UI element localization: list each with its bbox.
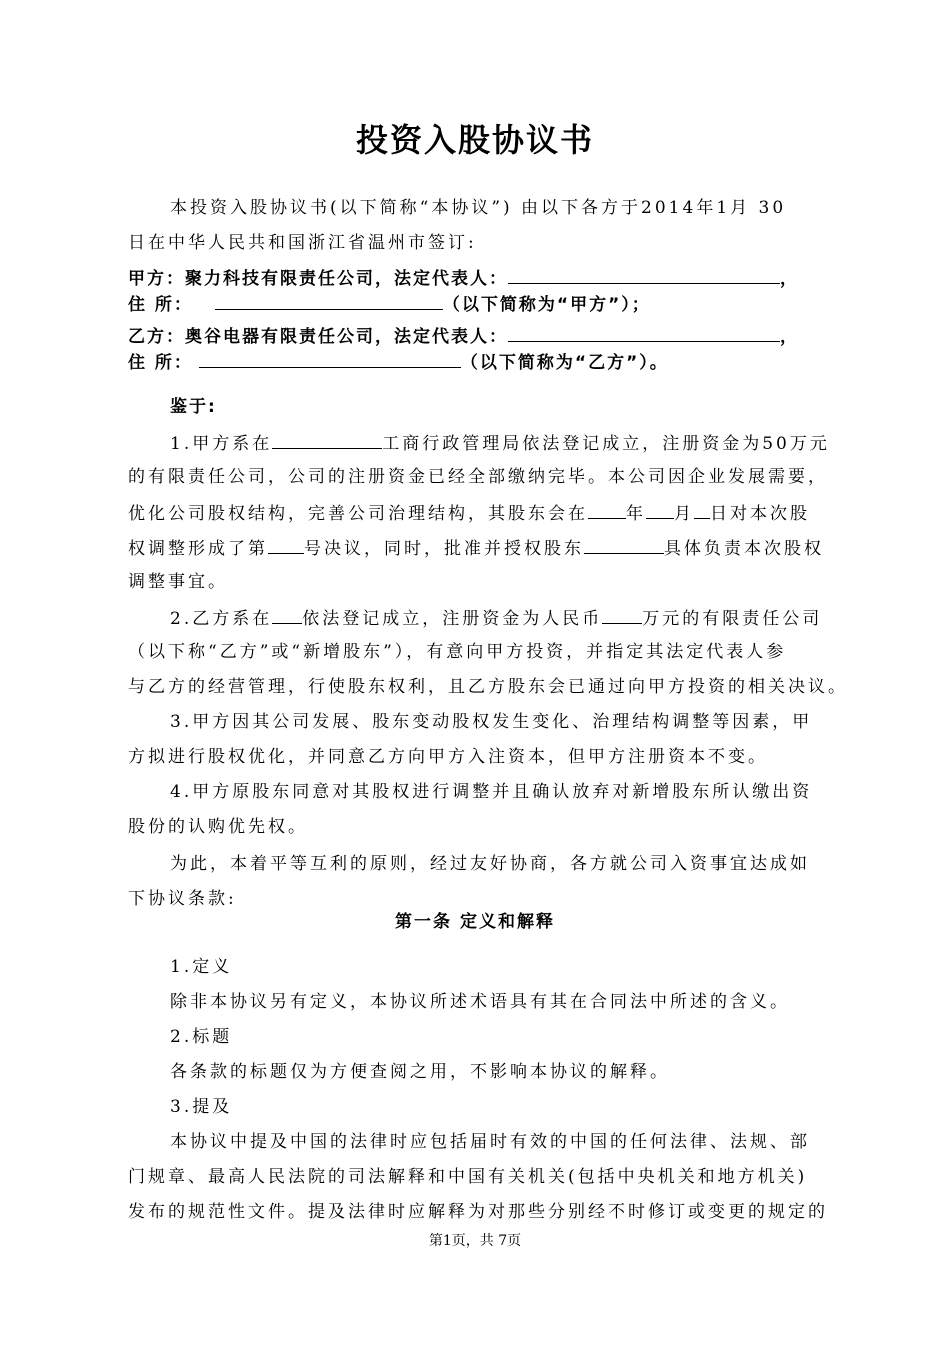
party-a-line-2 [128, 291, 651, 317]
intro-line-1: 本投资入股协议书(以下简称“本协议”) 由以下各方于2014年1月 30 [170, 198, 787, 218]
party-b-line-2 [128, 349, 669, 375]
references-line-2: 门规章、最高人民法院的司法解释和中国有关机关(包括中央机关和地方机关) [128, 1167, 808, 1187]
titles-heading: 2.标题 [170, 1027, 233, 1047]
day-blank [694, 500, 710, 519]
party-b-address-label: 住 所： [128, 353, 193, 373]
party-a-address-blank [215, 291, 443, 310]
document-title: 投资入股协议书 [355, 121, 594, 159]
party-a-line-1 [128, 265, 799, 291]
clause-1-line-5: 调整事宜。 [128, 572, 228, 592]
party-b-name: 乙方：奥谷电器有限责任公司，法定代表人： [128, 327, 508, 347]
definition-heading: 1.定义 [170, 957, 233, 977]
whereas-heading: 鉴于: [170, 397, 217, 417]
clause-2-line-2: （以下称“乙方”或“新增股东”），有意向甲方投资，并指定其法定代表人参 [128, 642, 787, 662]
clause-3-line-2: 方拟进行股权优化，并同意乙方向甲方入注资本，但甲方注册资本不变。 [128, 747, 768, 767]
therefore-line-1: 为此，本着平等互利的原则，经过友好协商，各方就公司入资事宜达成如 [170, 854, 810, 874]
party-b-rep-blank [508, 323, 780, 342]
clause-2-line-1: 2.乙方系在 依法登记成立，注册资金为人民币 万元的有限责任公司 [170, 605, 822, 631]
capital-blank [602, 605, 642, 624]
clause-1-line-3: 优化公司股权结构，完善公司治理结构，其股东会在 年 月 日对本次股 [128, 500, 810, 526]
clause-3-line-1: 3.甲方因其公司发展、股东变动股权发生变化、治理结构调整等因素，甲 [170, 712, 813, 732]
registry-blank [272, 430, 382, 449]
references-line-1: 本协议中提及中国的法律时应包括届时有效的中国的任何法律、法规、部 [170, 1132, 810, 1152]
party-a-comma: ， [780, 269, 799, 289]
clause-1-line-2: 的有限责任公司，公司的注册资金已经全部缴纳完毕。本公司因企业发展需要， [128, 467, 828, 487]
clause-4-line-2: 股份的认购优先权。 [128, 817, 308, 837]
therefore-line-2: 下协议条款: [128, 889, 237, 909]
party-b-address-blank [199, 349, 461, 368]
party-a-address-label: 住 所： [128, 295, 193, 315]
party-b-line-1 [128, 323, 799, 349]
references-line-3: 发布的规范性文件。提及法律时应解释为对那些分别经不时修订或变更的规定的 [128, 1202, 828, 1222]
party-a-alias: （以下简称为“甲方”）； [442, 295, 651, 315]
shareholder-blank [584, 535, 664, 554]
clause-2-line-3: 与乙方的经营管理，行使股东权利，且乙方股东会已通过向甲方投资的相关决议。 [128, 677, 848, 697]
party-b-comma: ， [780, 327, 799, 347]
clause-4-line-1: 4.甲方原股东同意对其股权进行调整并且确认放弃对新增股东所认缴出资 [170, 782, 813, 802]
place-blank [272, 605, 302, 624]
month-blank [646, 500, 674, 519]
titles-text: 各条款的标题仅为方便查阅之用，不影响本协议的解释。 [170, 1062, 670, 1082]
party-b-alias: （以下简称为“乙方”）。 [460, 353, 669, 373]
article-1-heading: 第一条 定义和解释 [395, 912, 555, 932]
definition-text: 除非本协议另有定义，本协议所述术语具有其在合同法中所述的含义。 [170, 992, 790, 1012]
page-footer: 第1页，共 7页 [428, 1233, 522, 1249]
references-heading: 3.提及 [170, 1097, 233, 1117]
clause-1-line-4: 权调整形成了第 号决议，同时，批准并授权股东 具体负责本次股权 [128, 535, 824, 561]
intro-line-2: 日在中华人民共和国浙江省温州市签订: [128, 233, 477, 253]
year-blank [588, 500, 626, 519]
party-a-name: 甲方：聚力科技有限责任公司，法定代表人： [128, 269, 508, 289]
clause-1-line-1: 1.甲方系在 工商行政管理局依法登记成立，注册资金为50万元 [170, 430, 830, 456]
party-a-rep-blank [508, 265, 780, 284]
resolution-blank [268, 535, 304, 554]
